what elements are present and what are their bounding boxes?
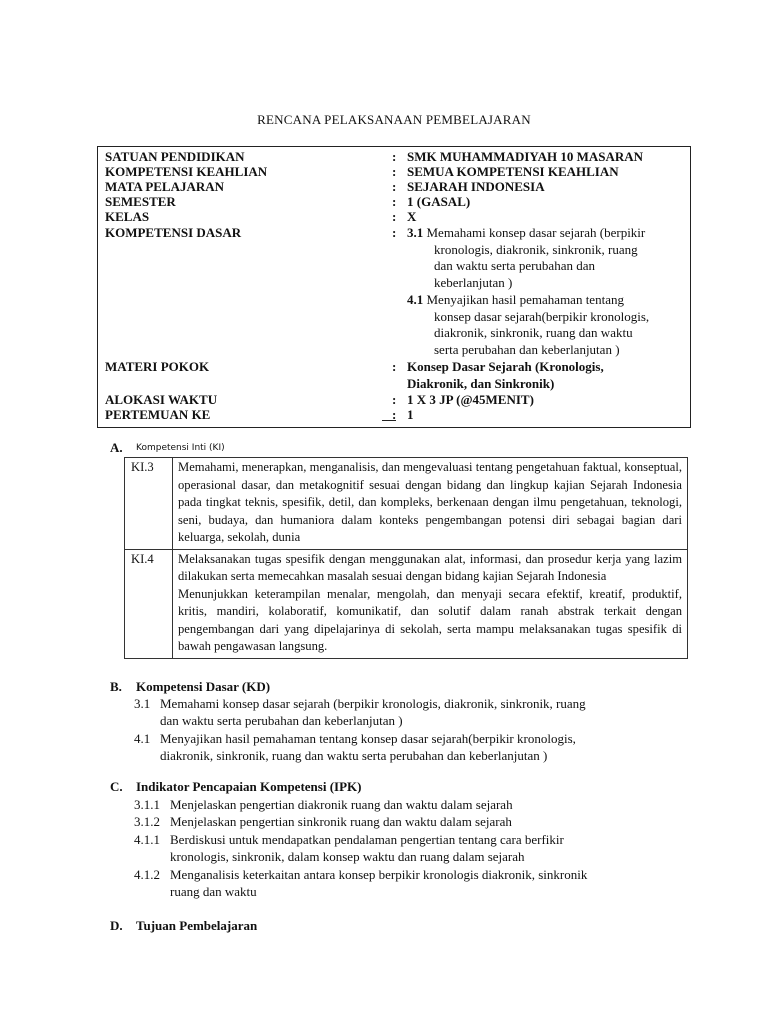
kd-3-1-block — [407, 225, 687, 291]
ki-paragraph: Menunjukkan keterampilan menalar, mengolah, dan menyaji secara efektif, kreatif, produktif, kritis, mandiri, kolaboratif, komunikatif, dan solutif dalam ranah abstrak terkait dengan pengembangan dari yang dipelajarinya di sekolah, serta mampu melaksanakan tugas spesifik di bawah pengawasan langsung. — [178, 586, 682, 653]
kd-line: keberlanjutan ) — [434, 274, 513, 290]
identity-value: 1 — [407, 407, 414, 422]
kd-line: serta perubahan dan keberlanjutan ) — [434, 341, 620, 357]
list-item — [134, 796, 684, 814]
colon-underline — [382, 420, 396, 421]
identity-label: MATERI POKOK — [105, 359, 210, 374]
section-b-heading — [110, 679, 670, 695]
list-item — [134, 730, 674, 766]
identity-colon: : — [392, 359, 397, 374]
list-text: Menganalisis keterkaitan antara konsep berpikir kronologis diakronik, sinkronik — [170, 867, 588, 882]
identity-value: X — [407, 209, 417, 224]
identity-colon: : — [392, 194, 397, 209]
document-title: RENCANA PELAKSANAAN PEMBELAJARAN — [257, 112, 531, 127]
table-row — [125, 458, 688, 550]
kd-line: dan waktu serta perubahan dan — [434, 258, 595, 273]
list-text: kronologis, sinkronik, dalam konsep waktu dan ruang dalam sejarah — [170, 849, 525, 864]
list-text: Memahami konsep dasar sejarah (berpikir kronologis, diakronik, sinkronik, ruang — [160, 696, 586, 711]
list-text: diakronik, sinkronik, ruang dan waktu serta perubahan dan keberlanjutan ) — [160, 748, 548, 763]
identity-colon: : — [392, 225, 397, 240]
section-letter: C. — [110, 779, 123, 794]
identity-label: KOMPETENSI KEAHLIAN — [105, 164, 268, 179]
list-text: Berdiskusi untuk mendapatkan pendalaman pengertian tentang cara berfikir — [170, 832, 564, 847]
ki-code: KI.3 — [125, 458, 173, 550]
identity-value: 1 X 3 JP (@45MENIT) — [407, 392, 534, 407]
identity-colon: : — [392, 164, 397, 179]
section-title: Tujuan Pembelajaran — [136, 918, 258, 933]
identity-value: SEMUA KOMPETENSI KEAHLIAN — [407, 164, 619, 179]
identity-colon: : — [392, 407, 397, 422]
ki-code: KI.4 — [125, 549, 173, 658]
list-item — [134, 813, 684, 831]
identity-label: KELAS — [105, 209, 150, 224]
section-title: Kompetensi Dasar (KD) — [136, 679, 271, 694]
list-item — [134, 866, 684, 902]
ki-description — [173, 549, 688, 658]
identity-colon: : — [392, 209, 397, 224]
section-letter: D. — [110, 918, 123, 933]
list-text: ruang dan waktu — [170, 884, 257, 899]
identity-label: PERTEMUAN KE — [105, 407, 211, 422]
list-number: 3.1 — [134, 696, 151, 711]
identity-colon: : — [392, 149, 397, 164]
kd-line: Memahami konsep dasar sejarah (berpikir — [426, 225, 646, 240]
list-item — [134, 695, 674, 731]
kd-line: konsep dasar sejarah(berpikir kronologis, — [434, 308, 650, 324]
list-number: 3.1.1 — [134, 797, 160, 812]
list-number: 4.1.2 — [134, 867, 160, 882]
identity-box — [97, 146, 691, 428]
table-row — [125, 549, 688, 658]
section-letter: A. — [110, 440, 123, 455]
identity-label: SATUAN PENDIDIKAN — [105, 149, 245, 164]
identity-label: MATA PELAJARAN — [105, 179, 225, 194]
kd-line: Menyajikan hasil pemahaman tentang — [426, 292, 624, 307]
section-a-heading — [110, 440, 670, 456]
kd-number: 4.1 — [407, 292, 424, 307]
section-title: Kompetensi Inti (KI) — [136, 443, 225, 453]
identity-value: Konsep Dasar Sejarah (Kronologis, — [407, 359, 604, 374]
list-text: Menyajikan hasil pemahaman tentang konsep dasar sejarah(berpikir kronologis, — [160, 731, 576, 746]
section-d-heading — [110, 918, 670, 934]
section-c-heading — [110, 779, 670, 795]
identity-colon: : — [392, 392, 397, 407]
list-text: Menjelaskan pengertian diakronik ruang dan waktu dalam sejarah — [170, 797, 513, 812]
section-letter: B. — [110, 679, 122, 694]
identity-label: KOMPETENSI DASAR — [105, 225, 242, 240]
identity-value: Diakronik, dan Sinkronik) — [407, 376, 555, 391]
list-number: 4.1 — [134, 731, 151, 746]
list-number: 4.1.1 — [134, 832, 160, 847]
ki-paragraph: Memahami, menerapkan, menganalisis, dan mengevaluasi tentang pengetahuan faktual, konseptual, operasional dasar, dan metakognitif sesuai dengan bidang dan lingkup kajian Sejarah Indonesia pada tingkat teknis, spesifik, detil, dan kompleks, berkenaan dengan ilmu pengetahuan, teknologi, seni, budaya, dan humaniora dalam konteks pengembangan potensi diri sebagai bagian dari keluarga, sekolah, dunia — [178, 460, 682, 544]
identity-value: 1 (GASAL) — [407, 194, 471, 209]
identity-label: ALOKASI WAKTU — [105, 392, 218, 407]
kd-line: diakronik, sinkronik, ruang dan waktu — [434, 325, 633, 340]
identity-colon: : — [392, 179, 397, 194]
ki-table — [124, 457, 688, 659]
ki-paragraph: Melaksanakan tugas spesifik dengan menggunakan alat, informasi, dan prosedur kerja yang lazim dilakukan serta memecahkan masalah sesuai dengan bidang kajian Sejarah Indonesia — [178, 551, 682, 583]
kd-4-1-block — [407, 292, 687, 358]
ki-description — [173, 458, 688, 550]
identity-value: SEJARAH INDONESIA — [407, 179, 545, 194]
section-title: Indikator Pencapaian Kompetensi (IPK) — [136, 779, 362, 794]
identity-label: SEMESTER — [105, 194, 176, 209]
kd-line: kronologis, diakronik, sinkronik, ruang — [434, 241, 638, 257]
list-item — [134, 831, 684, 867]
list-text: Menjelaskan pengertian sinkronik ruang dan waktu dalam sejarah — [170, 814, 512, 829]
list-number: 3.1.2 — [134, 814, 160, 829]
kd-number: 3.1 — [407, 225, 424, 240]
list-text: dan waktu serta perubahan dan keberlanjutan ) — [160, 713, 403, 728]
identity-value: SMK MUHAMMADIYAH 10 MASARAN — [407, 149, 644, 164]
